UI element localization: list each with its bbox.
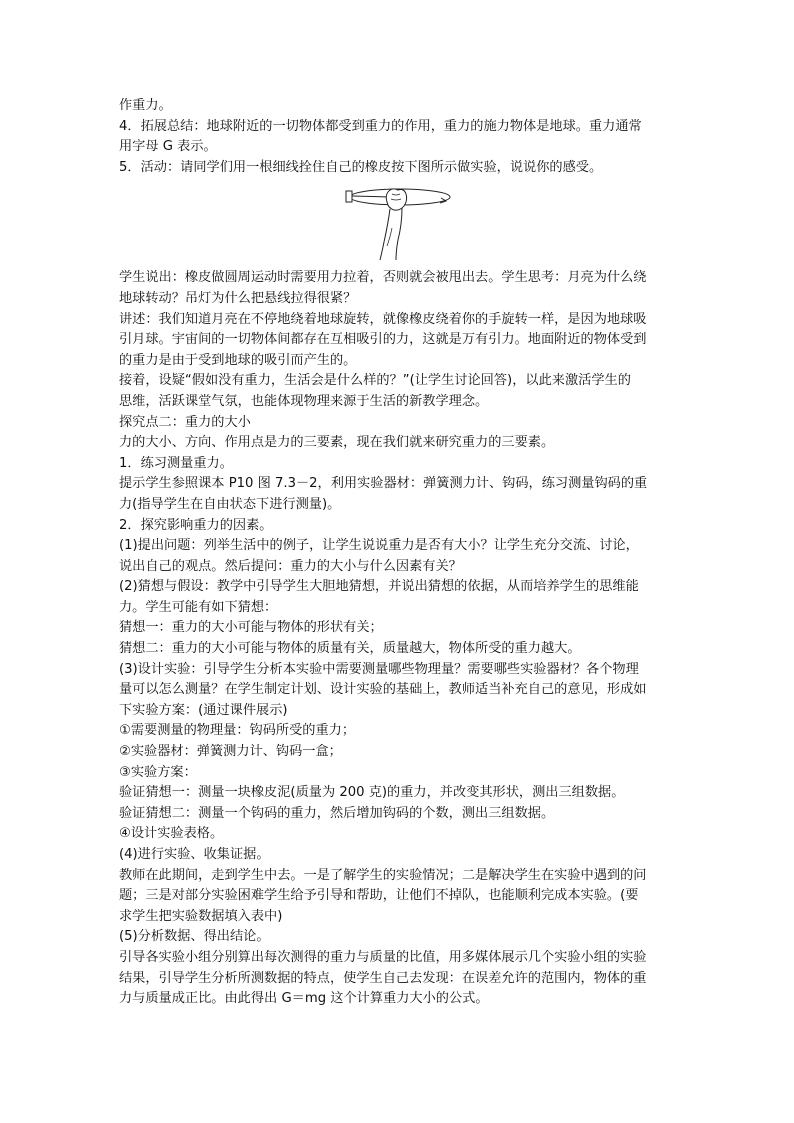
text-line: 引导各实验小组分别算出每次测得的重力与质量的比值，用多媒体展示几个实验小组的实验	[119, 949, 647, 965]
text-line: 力的大小、方向、作用点是力的三要素，现在我们就来研究重力的三要素。	[119, 435, 555, 451]
text-line: 题；三是对部分实验困难学生给予引导和帮助，让他们不掉队，也能顺利完成本实验。(要	[119, 888, 639, 904]
text-line: 2．探究影响重力的因素。	[119, 517, 273, 533]
text-line: 验证猜想二：测量一个钩码的重力，然后增加钩码的个数，测出三组数据。	[119, 805, 555, 821]
text-line: 下实验方案：(通过课件展示)	[119, 702, 288, 718]
text-line: 4．拓展总结：地球附近的一切物体都受到重力的作用，重力的施力物体是地球。重力通常	[119, 118, 642, 134]
text-line: ①需要测量的物理量：钩码所受的重力；	[119, 723, 356, 739]
text-line: 教师在此期间，走到学生中去。一是了解学生的实验情况；二是解决学生在实验中遇到的问	[119, 867, 647, 883]
text-line: 提示学生参照课本 P10 图 7.3－2，利用实验器材：弹簧测力计、钩码，练习测量钩码的重	[119, 476, 648, 492]
text-block-bottom	[119, 268, 679, 1009]
text-line: 探究点二：重力的大小	[119, 414, 251, 430]
document-page	[119, 96, 679, 1010]
text-line: 力。学生可能有如下猜想：	[119, 599, 278, 615]
text-line: (3)设计实验：引导学生分析本实验中需要测量哪些物理量？需要哪些实验器材？各个物理	[119, 661, 639, 677]
text-line: 结果，引导学生分析所测数据的特点，使学生自己去发现：在误差允许的范围内，物体的重	[119, 970, 647, 986]
text-line: 作重力。	[119, 98, 172, 113]
text-line: (5)分析数据、得出结论。	[119, 929, 270, 945]
text-line: 力(指导学生在自由状态下进行测量)。	[119, 496, 341, 512]
text-line: (4)进行实验、收集证据。	[119, 847, 270, 862]
text-line: 量可以怎么测量？在学生制定计划、设计实验的基础上，教师适当补充自己的意见，形成如	[119, 682, 647, 698]
text-line: 求学生把实验数据填入表中)	[119, 908, 283, 924]
text-line: 猜想二：重力的大小可能与物体的质量有关，质量越大，物体所受的重力越大。	[119, 641, 581, 657]
text-line: 接着，设疑“假如没有重力，生活会是什么样的？”(让学生讨论回答)，以此来激活学生的	[119, 373, 631, 389]
text-line: 思维，活跃课堂气氛，也能体现物理来源于生活的新教学理念。	[119, 393, 489, 409]
text-line: 用字母 G 表示。	[119, 139, 217, 155]
hand-spinning-eraser-icon	[340, 184, 460, 262]
text-line: 1．练习测量重力。	[119, 455, 233, 471]
text-line: 验证猜想一：测量一块橡皮泥(质量为 200 克)的重力，并改变其形状，测出三组数据。	[119, 785, 625, 801]
text-line: 说出自己的观点。然后提问：重力的大小与什么因素有关？	[119, 558, 462, 574]
text-line: 引月球。宇宙间的一切物体间都存在互相吸引的力，这就是万有引力。地面附近的物体受到	[119, 332, 647, 348]
text-line: 的重力是由于受到地球的吸引而产生的。	[119, 352, 357, 368]
text-line: 地球转动？吊灯为什么把悬线拉得很紧？	[119, 290, 357, 306]
text-line: (2)猜想与假设：教学中引导学生大胆地猜想，并说出猜想的依据，从而培养学生的思维能	[119, 579, 639, 595]
text-line: 讲述：我们知道月亮在不停地绕着地球旋转，就像橡皮绕着你的手旋转一样，是因为地球吸	[119, 311, 647, 327]
figure-hand-eraser	[119, 184, 679, 262]
text-line: ③实验方案：	[119, 764, 197, 780]
text-line: ④设计实验表格。	[119, 826, 224, 842]
text-line: 5．活动：请同学们用一根细线拴住自己的橡皮按下图所示做实验，说说你的感受。	[119, 159, 603, 175]
text-line: ②实验器材：弹簧测力计、钩码一盒；	[119, 744, 342, 760]
text-line: 力与质量成正比。由此得出 G＝mg 这个计算重力大小的公式。	[119, 991, 489, 1007]
text-line: (1)提出问题：列举生活中的例子，让学生说说重力是否有大小？让学生充分交流、讨论，	[119, 538, 639, 554]
text-line: 学生说出：橡皮做圆周运动时需要用力拉着，否则就会被甩出去。学生思考：月亮为什么绕	[119, 270, 647, 286]
text-block-top	[119, 96, 679, 178]
text-line: 猜想一：重力的大小可能与物体的形状有关；	[119, 620, 383, 636]
